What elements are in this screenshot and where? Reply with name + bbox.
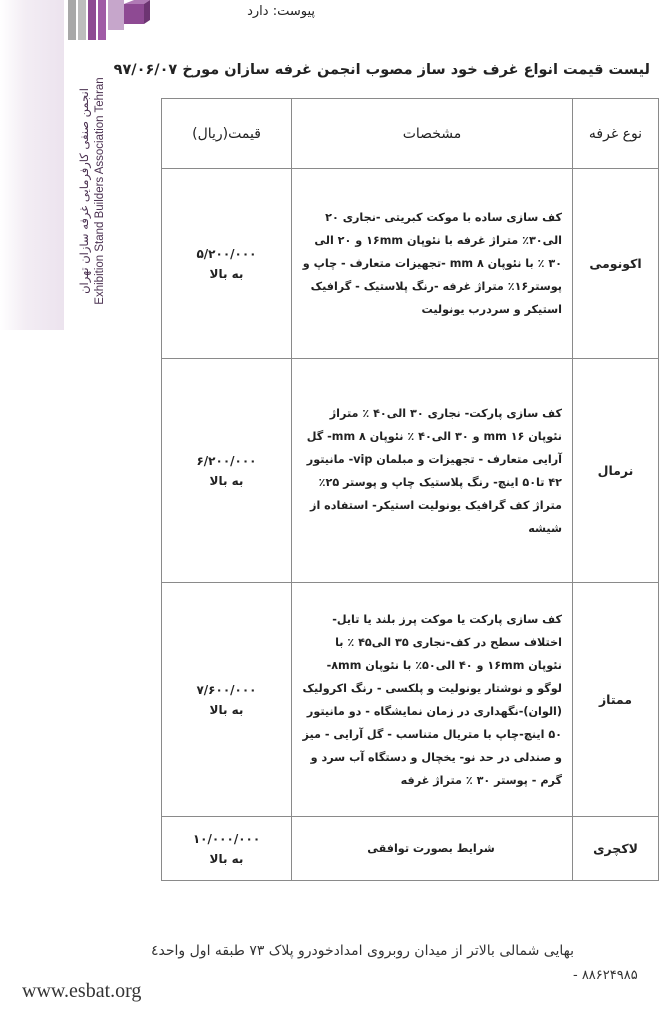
attachment-note: پیوست: دارد bbox=[247, 4, 315, 19]
association-name-en: Exhibition Stand Builders Association Tehran bbox=[94, 77, 106, 305]
row-price bbox=[162, 359, 292, 583]
header-price: قیمت(ریال) bbox=[162, 99, 292, 169]
row-price bbox=[162, 169, 292, 359]
table-row bbox=[162, 583, 659, 817]
letterhead-band bbox=[0, 0, 64, 330]
row-specifications: کف سازی پارکت- نجاری ۳۰ الی۴۰ ٪ متراژ نئوپان ۱۶ mm و ۳۰ الی۴۰ ٪ نئوپان ۸ mm- گل آرایی متعارف - تجهیزات و مبلمان vip- مانیتور ۴۲ تا۵۰ اینچ- رنگ پلاستیک چاپ و پوستر ۲۵٪ متراژ کف گرافیک یونولیت استیکر- استفاده از شیشه bbox=[292, 359, 573, 583]
footer-website[interactable]: www.esbat.org bbox=[22, 980, 142, 1002]
footer-phone: - ۸۸۶۲۴۹۸۵ bbox=[573, 968, 638, 983]
row-specifications: شرایط بصورت توافقی bbox=[292, 817, 573, 881]
price-note: به بالا bbox=[209, 702, 244, 717]
row-price bbox=[162, 583, 292, 817]
row-booth-type: نرمال bbox=[573, 359, 659, 583]
price-table bbox=[161, 98, 659, 881]
document-title: لیست قیمت انواع غرف خود ساز مصوب انجمن غرفه سازان مورخ ۹۷/۰۶/۰۷ bbox=[113, 62, 650, 78]
footer-address: بهایی شمالی بالاتر از میدان روبروی امدادخودرو پلاک ۷۳ طبقه اول واحد٤ bbox=[151, 943, 574, 959]
association-name-vertical bbox=[64, 46, 120, 336]
row-booth-type: اکونومی bbox=[573, 169, 659, 359]
price-note: به بالا bbox=[209, 851, 244, 866]
association-name-fa: انجمن صنفی کارفرمایی غرفه سازان تهران bbox=[77, 88, 91, 294]
row-price bbox=[162, 817, 292, 881]
table-row bbox=[162, 359, 659, 583]
price-value: ۷/۶۰۰/۰۰۰ bbox=[196, 682, 257, 697]
table-row bbox=[162, 817, 659, 881]
price-note: به بالا bbox=[209, 266, 244, 281]
price-value: ۶/۲۰۰/۰۰۰ bbox=[196, 453, 257, 468]
price-value: ۵/۲۰۰/۰۰۰ bbox=[196, 246, 257, 261]
price-value: ۱۰/۰۰۰/۰۰۰ bbox=[192, 831, 261, 846]
association-logo bbox=[66, 0, 150, 46]
row-booth-type: لاکچری bbox=[573, 817, 659, 881]
row-specifications: کف سازی پارکت یا موکت پرز بلند یا تایل- اختلاف سطح در کف-نجاری ۳۵ الی۴۵ ٪ با نئوپان ۱۶mm و ۴۰ الی۵۰٪ با نئوپان ۸mm- لوگو و نوشتار یونولیت و پلکسی - رنگ اکرولیک (الوان)-نگهداری در زمان نمایشگاه - دو مانیتور ۵۰ اینچ-چاپ با متریال متناسب - گل آرایی - میز و صندلی در حد نو- یخچال و دستگاه آب سرد و گرم - پوستر ۳۰ ٪ متراژ غرفه bbox=[292, 583, 573, 817]
header-booth-type: نوع غرفه bbox=[573, 99, 659, 169]
table-row bbox=[162, 169, 659, 359]
table-header-row bbox=[162, 99, 659, 169]
row-specifications: کف سازی ساده با موکت کبریتی -نجاری ۲۰ الی۳۰٪ متراژ غرفه با نئوپان ۱۶mm و ۲۰ الی ۳۰ ٪ با نئوپان ۸ mm -تجهیزات متعارف - چاپ و پوستر۱۶٪ متراژ غرفه -رنگ پلاستیک - گرافیک استیکر و سردرب یونولیت bbox=[292, 169, 573, 359]
row-booth-type: ممتاز bbox=[573, 583, 659, 817]
header-specifications: مشخصات bbox=[292, 99, 573, 169]
price-note: به بالا bbox=[209, 473, 244, 488]
